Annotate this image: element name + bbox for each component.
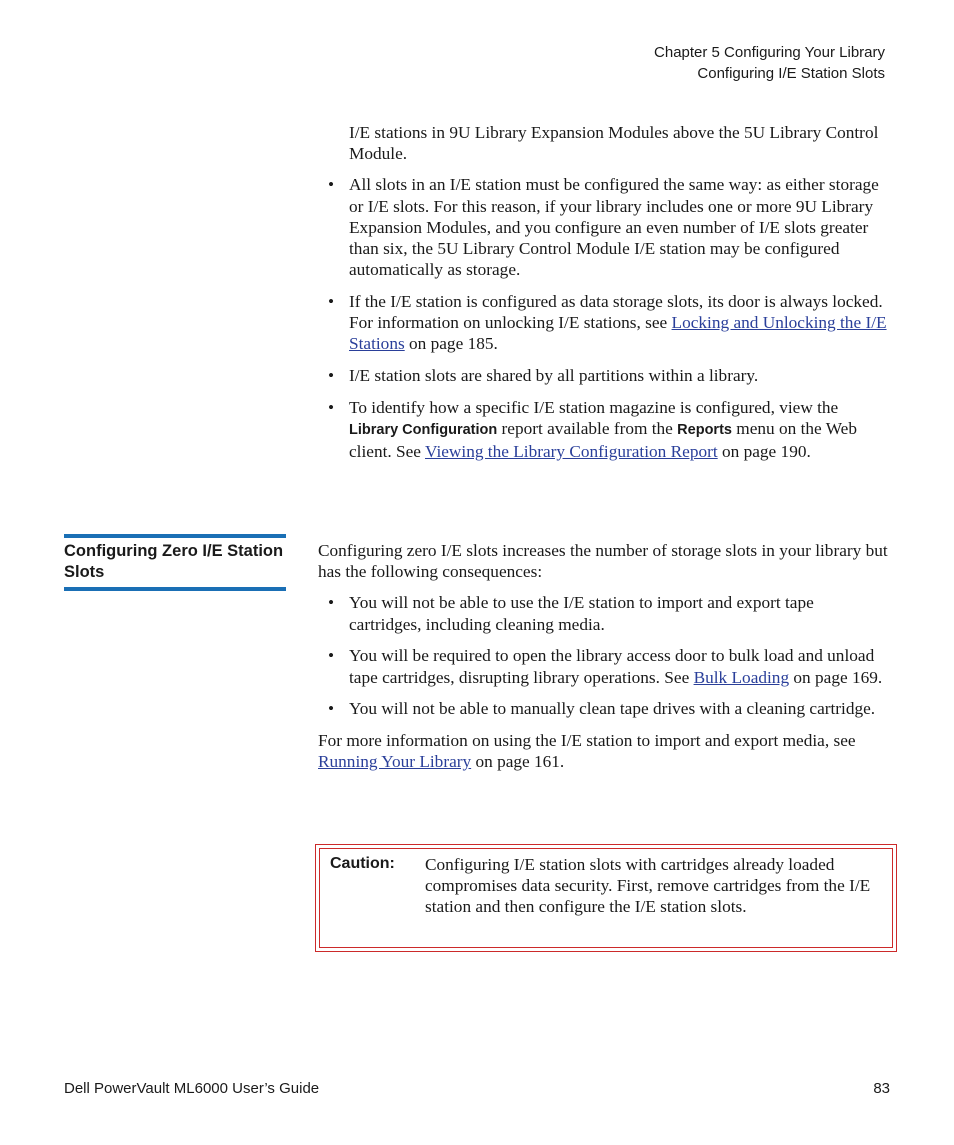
continuation-text: I/E stations in 9U Library Expansion Modules above the 5U Library Control Module. xyxy=(349,123,879,164)
bullet-icon: • xyxy=(328,699,335,719)
bullet-icon: • xyxy=(328,646,335,666)
bullet-text: report available from the xyxy=(497,418,678,438)
link-bulk-loading[interactable]: Bulk Loading xyxy=(693,667,790,687)
bullet-text: You will be required to open the library access door to bulk load and unload tape cartridges, disrupting library operations. See xyxy=(349,646,875,687)
section-heading-title: Configuring Zero I/E Station Slots xyxy=(64,542,284,581)
list-item xyxy=(318,291,890,355)
bullet-icon: • xyxy=(328,593,335,613)
caution-box xyxy=(315,844,897,952)
bullet-text: on page 185. xyxy=(404,334,498,354)
page-number: 83 xyxy=(873,1080,890,1097)
list-item xyxy=(318,365,890,386)
bullet-icon: • xyxy=(328,291,335,311)
bullet-text: I/E station slots are shared by all partitions within a library. xyxy=(349,366,759,386)
link-viewing-library-configuration-report[interactable]: Viewing the Library Configuration Report xyxy=(425,442,718,462)
section-intro: Configuring zero I/E slots increases the number of storage slots in your library but has the following consequences: xyxy=(318,541,888,582)
ui-term-library-configuration: Library Configuration xyxy=(349,421,498,438)
caution-label: Caution: xyxy=(330,855,395,872)
bullet-icon: • xyxy=(328,175,335,195)
section-heading xyxy=(64,534,286,591)
link-locking-unlocking[interactable]: Locking and Unlocking the I/E Stations xyxy=(349,313,887,354)
consequence-list xyxy=(318,592,890,719)
caution-text: Configuring I/E station slots with cartridges already loaded compromises data security. First, remove cartridges from the I/E station and then configure the I/E station slots. xyxy=(425,855,871,917)
more-info-post: on page 161. xyxy=(471,752,565,772)
top-content xyxy=(318,122,890,473)
ui-term-reports: Reports xyxy=(677,421,732,438)
heading-rule-bottom xyxy=(64,587,286,591)
bullet-text: To identify how a specific I/E station magazine is configured, view the xyxy=(349,397,839,417)
bullet-icon: • xyxy=(328,366,335,386)
link-running-your-library[interactable]: Running Your Library xyxy=(318,752,472,772)
footer-guide-title: Dell PowerVault ML6000 User’s Guide xyxy=(64,1080,320,1097)
header-section: Configuring I/E Station Slots xyxy=(697,64,885,82)
bullet-text: If the I/E station is configured as data storage slots, its door is always locked. For information on unlocking I/E stations, see xyxy=(349,291,883,333)
page-footer xyxy=(64,1080,890,1097)
caution-inner xyxy=(319,848,893,948)
running-header xyxy=(654,43,885,84)
bullet-icon: • xyxy=(328,397,335,417)
bullet-text: on page 190. xyxy=(717,442,811,462)
more-info-text xyxy=(318,730,890,772)
bullet-text: All slots in an I/E station must be configured the same way: as either storage or I/E slots. For this reason, if your library includes one or more 9U Library Expansion Modules, and you configure an even number of I/E slots greater than six, the 5U Library Control Module I/E station may be configured automatically as storage. xyxy=(349,175,879,280)
bullet-text: menu on the Web client. See xyxy=(349,418,857,462)
bullet-text: You will not be able to use the I/E station to import and export tape cartridges, including cleaning media. xyxy=(349,593,814,634)
list-item xyxy=(318,397,890,463)
bullet-text: You will not be able to manually clean tape drives with a cleaning cartridge. xyxy=(349,699,876,719)
list-item xyxy=(318,645,890,687)
list-item xyxy=(318,174,890,280)
more-info-pre: For more information on using the I/E station to import and export media, see xyxy=(318,730,856,750)
list-item xyxy=(318,592,890,634)
section-content xyxy=(318,540,890,782)
top-bullet-list xyxy=(318,174,890,462)
header-chapter: Chapter 5 Configuring Your Library xyxy=(654,44,885,61)
bullet-text: on page 169. xyxy=(789,667,883,687)
list-item xyxy=(318,698,890,719)
